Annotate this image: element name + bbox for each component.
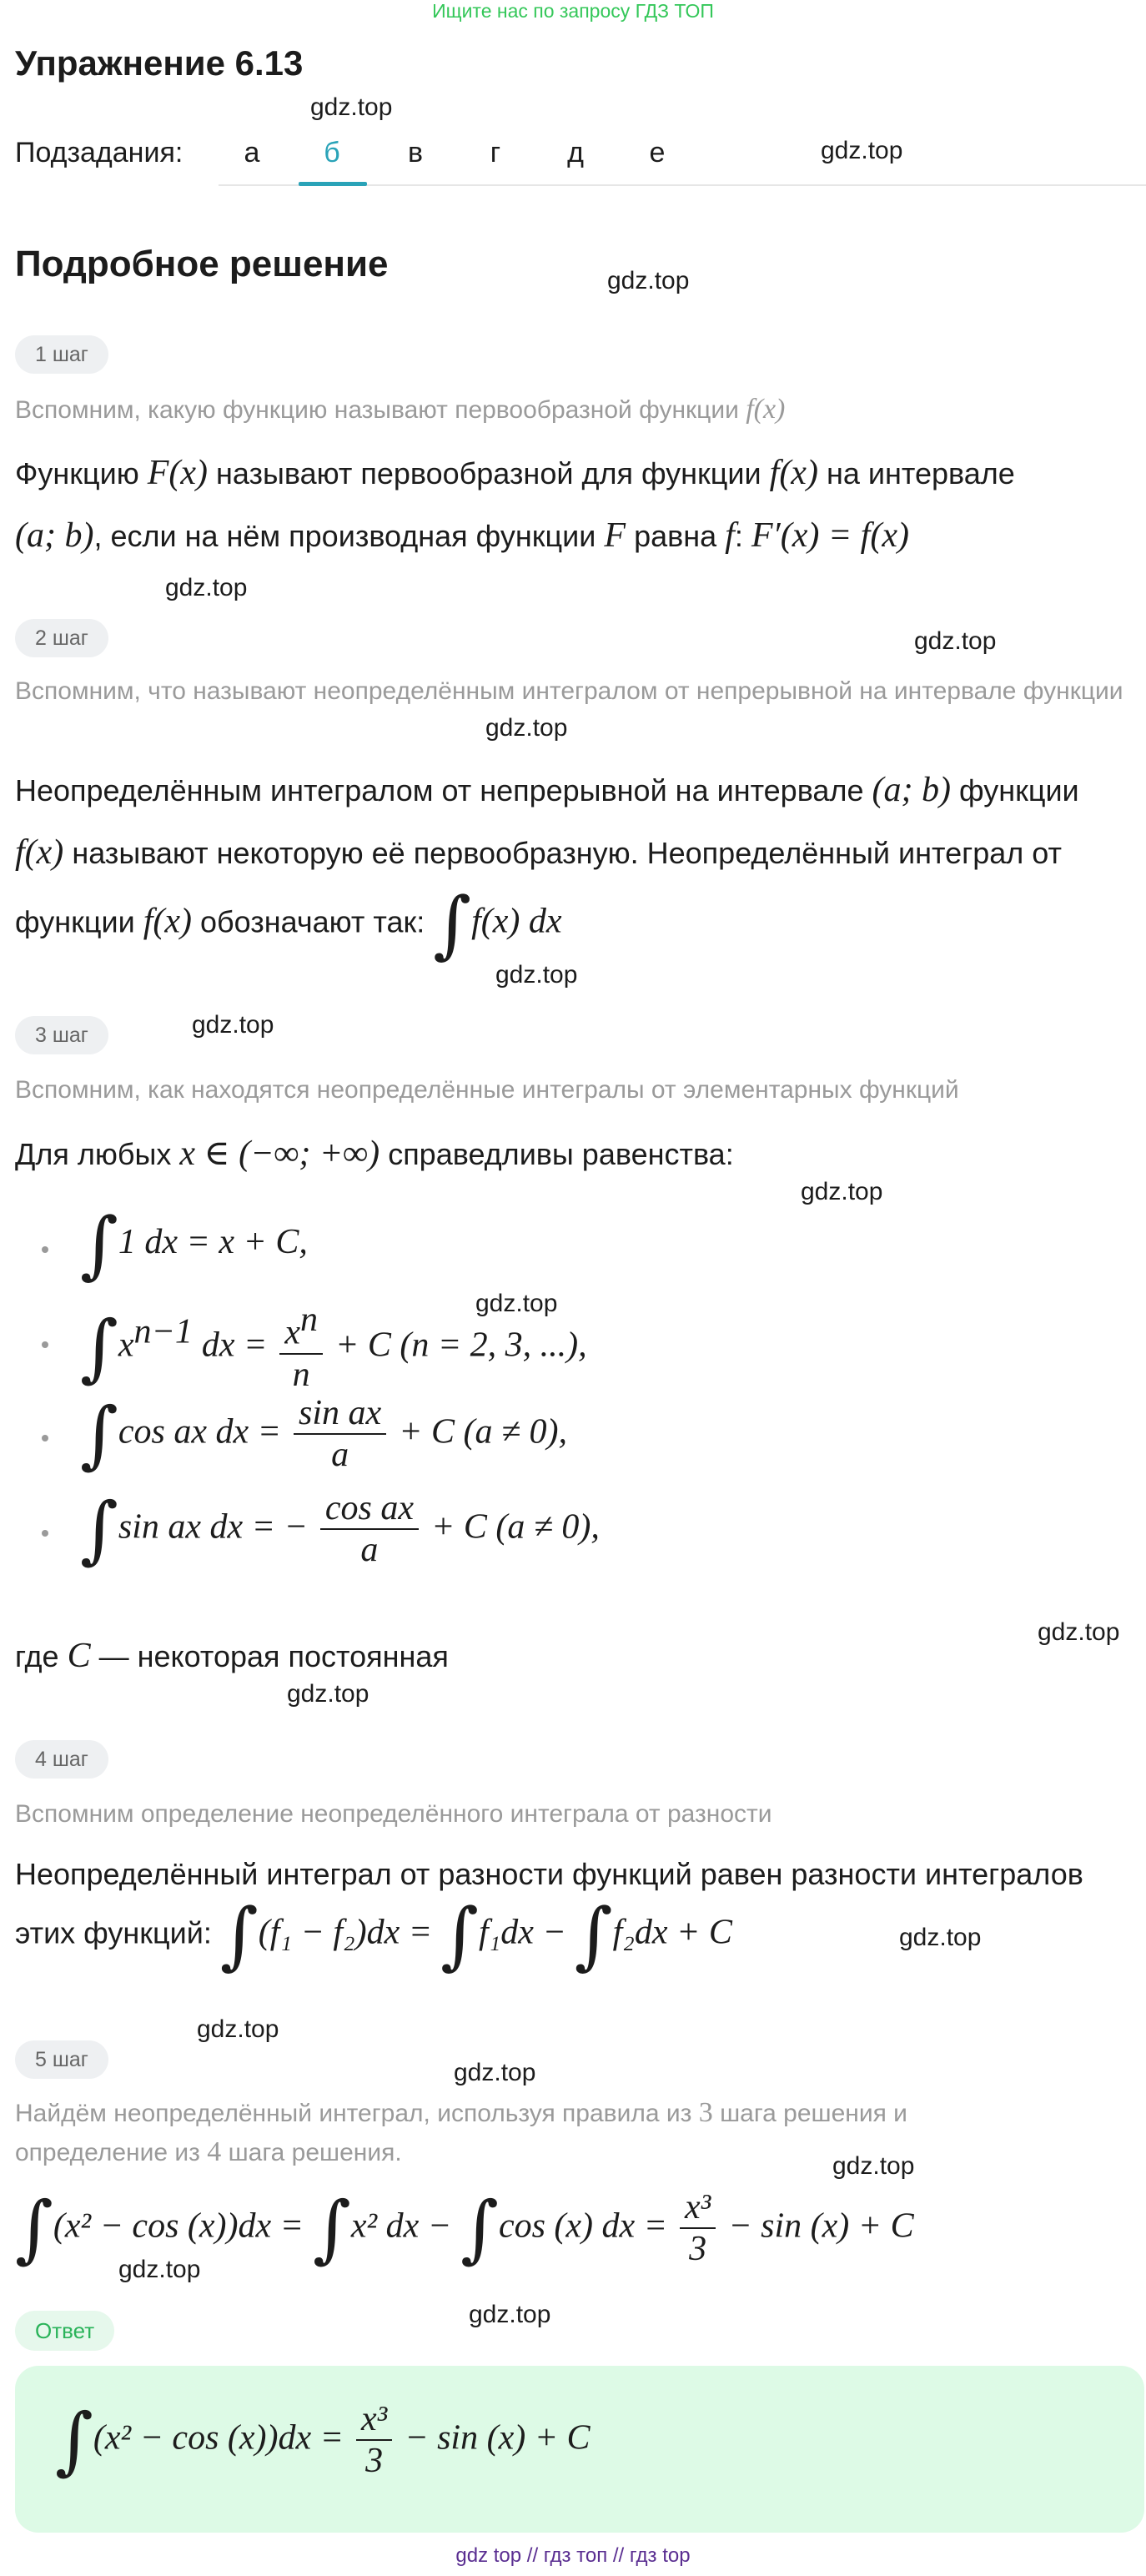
answer-formula: ∫(x² − cos (x))dx = $\frac{\text{x³}}{3}$ − sin (x) + C (55, 2397, 591, 2483)
watermark: gdz.top (607, 267, 690, 294)
watermark: gdz.top (475, 1290, 558, 1317)
step-5-hint: Найдём неопределённый интеграл, используя правила из 3 шага решения и определение из 4 шага решения. (15, 2097, 907, 2167)
bullet (42, 1435, 48, 1441)
step-4-hint: Вспомним определение неопределённого интеграла от разности (15, 1800, 772, 1828)
step-3-hint: Вспомним, как находятся неопределённые интегралы от элементарных функций (15, 1076, 959, 1104)
watermark: gdz.top (469, 2301, 551, 2328)
formula-int-cos: ∫cos ax dx = $\frac{\text{sin ax}}{a}$ + C (a ≠ 0), (80, 1391, 568, 1477)
tab-b[interactable]: б (324, 137, 340, 169)
watermark: gdz.top (310, 93, 393, 121)
step-5-formula: ∫(x² − cos (x))dx = ∫x² dx − ∫cos (x) dx = $\frac{\text{x³}}{3}$ − sin (x) + C (15, 2185, 914, 2272)
watermark: gdz.top (801, 1178, 883, 1205)
step-2-notation: функции f(x) обозначают так: ∫f(x) dx (15, 881, 562, 967)
footer-links[interactable]: gdz top // гдз топ // гдз top (455, 2544, 691, 2567)
watermark: gdz.top (914, 627, 997, 655)
step-2-hint: Вспомним, что называют неопределённым интегралом от непрерывной на интервале функции (15, 677, 1123, 705)
page-title: Упражнение 6.13 (15, 43, 304, 83)
watermark: gdz.top (287, 1680, 369, 1708)
watermark: gdz.top (899, 1924, 982, 1951)
tab-g[interactable]: г (490, 137, 501, 169)
step-2-text: Неопределённым интегралом от непрерывной на интервале (a; b) функции f(x) называют некоторую её первообразную. Неопределённый интеграл от (15, 771, 1079, 872)
bullet (42, 1530, 48, 1537)
step-3-outro: где C — некоторая постоянная (15, 1637, 449, 1675)
formula-int-sin: ∫sin ax dx = − $\frac{\text{cos ax}}{a}$ + C (a ≠ 0), (80, 1486, 600, 1572)
step-3-badge: 3 шаг (15, 1016, 108, 1054)
formula-int-power: $\int x^{n-1}$ dx = $\frac{x^n}{n}$ + C (n = 2, 3, ...), (80, 1301, 587, 1395)
solution-heading: Подробное решение (15, 244, 389, 284)
tab-a[interactable]: а (244, 137, 260, 169)
tab-e[interactable]: е (649, 137, 666, 169)
bullet (42, 1246, 48, 1253)
active-tab-indicator (299, 182, 367, 186)
watermark: gdz.top (192, 1011, 274, 1039)
watermark: gdz.top (485, 714, 568, 742)
step-2-badge: 2 шаг (15, 619, 108, 657)
watermark: gdz.top (832, 2152, 915, 2180)
step-3-intro: Для любых x ∈ (−∞; +∞) справедливы равенства: (15, 1135, 734, 1173)
watermark: gdz.top (454, 2059, 536, 2086)
watermark: gdz.top (118, 2256, 201, 2283)
step-1-hint: Вспомним, какую функцию называют первообразной функции f(x) (15, 394, 786, 425)
search-banner: Ищите нас по запросу ГДЗ ТОП (432, 0, 714, 22)
watermark: gdz.top (1038, 1618, 1120, 1646)
step-4-formula: этих функций: ∫(f₁ − f₂)dx = ∫f₁dx − ∫f₂dx + C (15, 1892, 732, 1978)
formula-int-1: ∫1 dx = x + C, (80, 1201, 308, 1287)
tab-d[interactable]: д (567, 137, 584, 169)
answer-badge: Ответ (15, 2311, 114, 2351)
subtasks-label: Подзадания: (15, 137, 183, 169)
step-5-badge: 5 шаг (15, 2040, 108, 2079)
step-1-badge: 1 шаг (15, 335, 108, 374)
step-1-text: Функцию F(x) называют первообразной для функции f(x) на интервале (a; b), если на нём производная функции F равна f: F′(x) = f(x) (15, 454, 1015, 555)
step-4-badge: 4 шаг (15, 1740, 108, 1779)
watermark: gdz.top (197, 2015, 279, 2043)
watermark: gdz.top (495, 961, 578, 989)
bullet (42, 1341, 48, 1348)
watermark: gdz.top (821, 137, 903, 164)
tab-v[interactable]: в (407, 137, 424, 169)
watermark: gdz.top (165, 574, 248, 601)
step-4-text: Неопределённый интеграл от разности функций равен разности интегралов (15, 1857, 1083, 1891)
